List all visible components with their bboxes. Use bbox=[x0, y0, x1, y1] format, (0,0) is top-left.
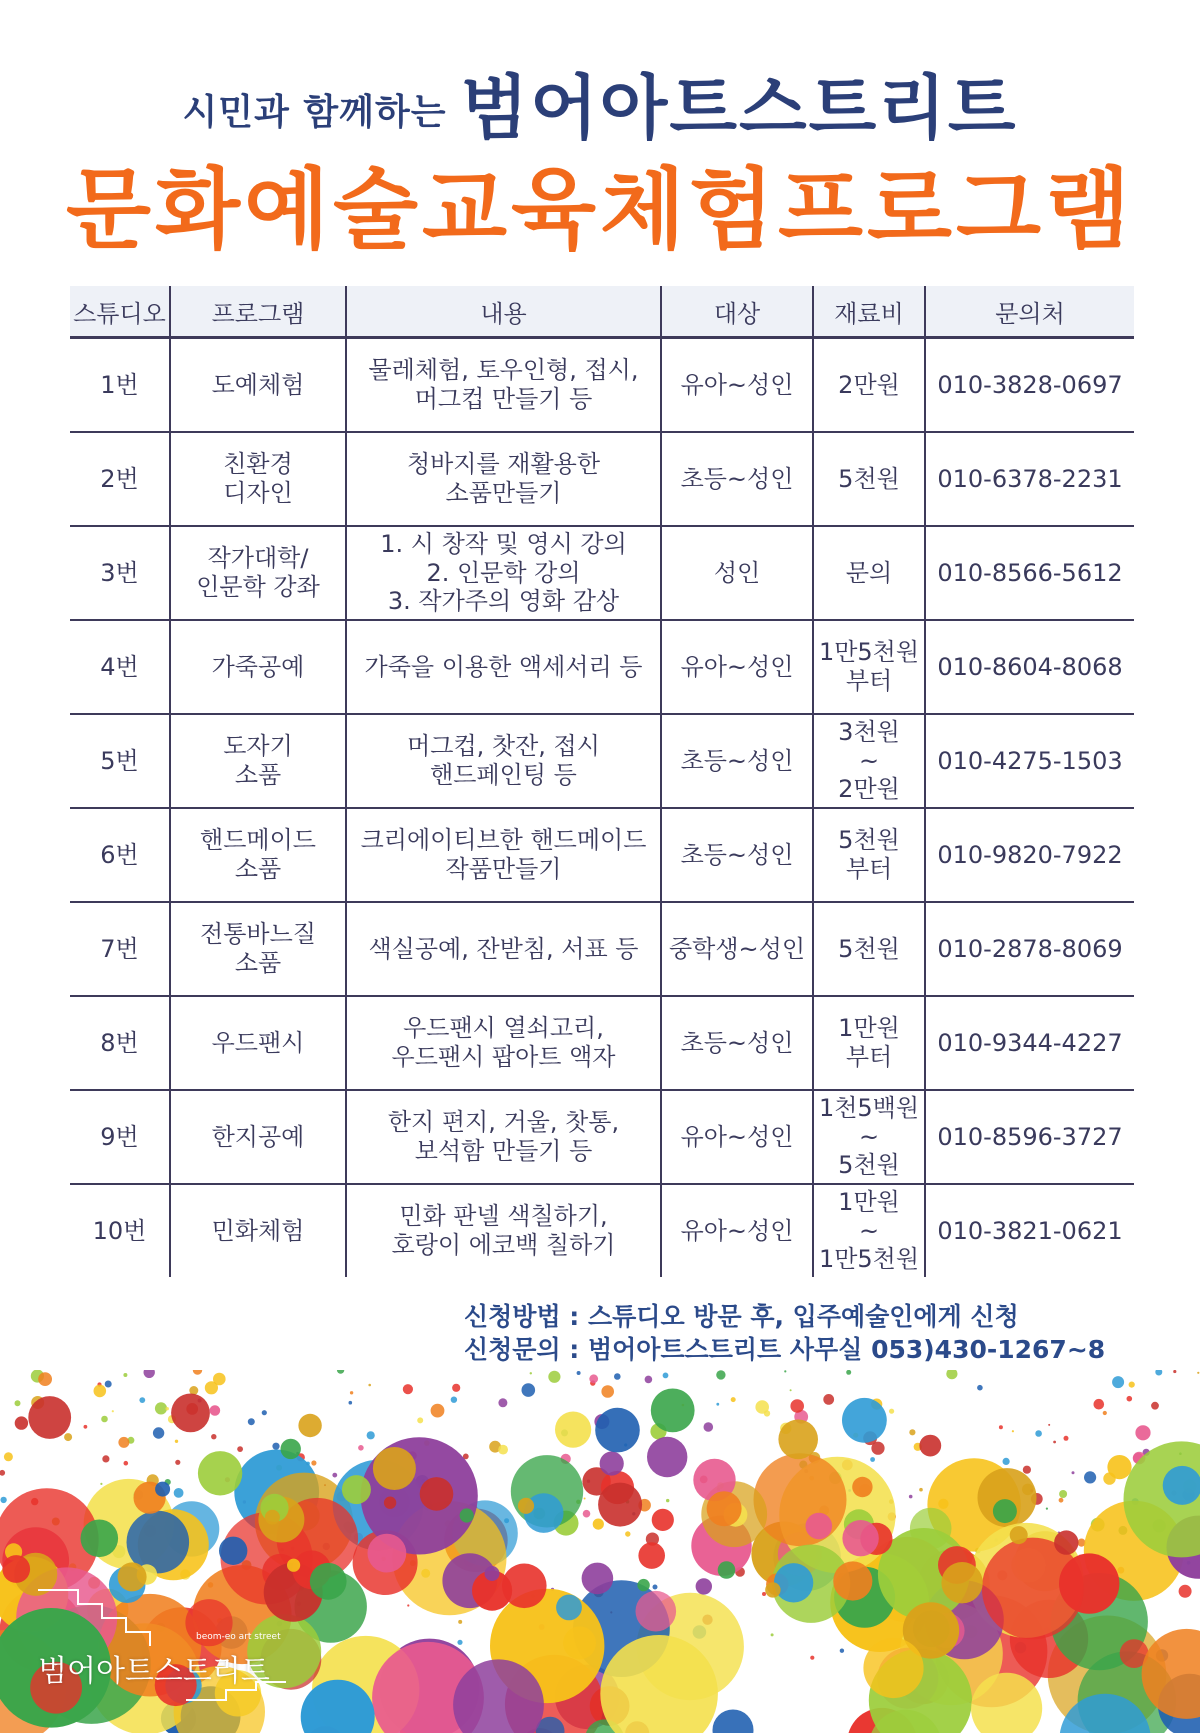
cell-target: 초등~성인 bbox=[661, 432, 813, 526]
cell-program: 우드팬시 bbox=[170, 996, 346, 1090]
cell-studio: 9번 bbox=[70, 1090, 170, 1184]
cell-fee: 5천원 bbox=[813, 432, 925, 526]
cell-content: 1. 시 창작 및 영시 강의 2. 인문학 강의 3. 작가주의 영화 감상 bbox=[346, 526, 661, 620]
table-row bbox=[70, 1090, 1134, 1184]
cell-fee: 5천원 bbox=[813, 902, 925, 996]
cell-studio: 4번 bbox=[70, 620, 170, 714]
cell-contact: 010-9344-4227 bbox=[925, 996, 1134, 1090]
table-row bbox=[70, 526, 1134, 620]
cell-program: 전통바느질 소품 bbox=[170, 902, 346, 996]
cell-content: 가죽을 이용한 액세서리 등 bbox=[346, 620, 661, 714]
cell-studio: 1번 bbox=[70, 338, 170, 433]
cell-fee: 문의 bbox=[813, 526, 925, 620]
cell-fee: 3천원 ~ 2만원 bbox=[813, 714, 925, 808]
cell-program: 도자기 소품 bbox=[170, 714, 346, 808]
cell-program: 핸드메이드 소품 bbox=[170, 808, 346, 902]
cell-fee: 2만원 bbox=[813, 338, 925, 433]
cell-contact: 010-4275-1503 bbox=[925, 714, 1134, 808]
table-row bbox=[70, 808, 1134, 902]
cell-contact: 010-3828-0697 bbox=[925, 338, 1134, 433]
cell-contact: 010-9820-7922 bbox=[925, 808, 1134, 902]
cell-fee: 1만원 부터 bbox=[813, 996, 925, 1090]
header-target: 대상 bbox=[661, 286, 813, 338]
logo-name: 범어아트스트리트 bbox=[38, 1654, 270, 1689]
cell-contact: 010-6378-2231 bbox=[925, 432, 1134, 526]
cell-content: 색실공예, 잔받침, 서표 등 bbox=[346, 902, 661, 996]
cell-target: 유아~성인 bbox=[661, 1184, 813, 1277]
cell-program: 작가대학/ 인문학 강좌 bbox=[170, 526, 346, 620]
cell-studio: 6번 bbox=[70, 808, 170, 902]
cell-contact: 010-8596-3727 bbox=[925, 1090, 1134, 1184]
table-body bbox=[70, 338, 1134, 1278]
brand-logo bbox=[36, 1588, 286, 1708]
table-row bbox=[70, 902, 1134, 996]
cell-program: 가죽공예 bbox=[170, 620, 346, 714]
cell-target: 초등~성인 bbox=[661, 996, 813, 1090]
header-contact: 문의처 bbox=[925, 286, 1134, 338]
cell-target: 중학생~성인 bbox=[661, 902, 813, 996]
cell-program: 도예체험 bbox=[170, 338, 346, 433]
cell-target: 성인 bbox=[661, 526, 813, 620]
cell-contact: 010-2878-8069 bbox=[925, 902, 1134, 996]
table-row bbox=[70, 620, 1134, 714]
cell-fee: 1만5천원 부터 bbox=[813, 620, 925, 714]
cell-studio: 8번 bbox=[70, 996, 170, 1090]
application-info bbox=[464, 1300, 1105, 1366]
table-row bbox=[70, 1184, 1134, 1277]
cell-content: 한지 편지, 거울, 찻통, 보석함 만들기 등 bbox=[346, 1090, 661, 1184]
cell-studio: 3번 bbox=[70, 526, 170, 620]
logo-stairs-underline-icon bbox=[186, 1680, 286, 1710]
cell-content: 크리에이티브한 핸드메이드 작품만들기 bbox=[346, 808, 661, 902]
cell-target: 초등~성인 bbox=[661, 714, 813, 808]
header-fee: 재료비 bbox=[813, 286, 925, 338]
header-program: 프로그램 bbox=[170, 286, 346, 338]
table-row bbox=[70, 338, 1134, 433]
header-content: 내용 bbox=[346, 286, 661, 338]
cell-target: 유아~성인 bbox=[661, 620, 813, 714]
cell-program: 민화체험 bbox=[170, 1184, 346, 1277]
cell-studio: 5번 bbox=[70, 714, 170, 808]
cell-contact: 010-8604-8068 bbox=[925, 620, 1134, 714]
cell-contact: 010-3821-0621 bbox=[925, 1184, 1134, 1277]
program-table bbox=[70, 286, 1134, 1277]
header-line bbox=[0, 52, 1200, 153]
header-studio: 스튜디오 bbox=[70, 286, 170, 338]
cell-studio: 7번 bbox=[70, 902, 170, 996]
table-row bbox=[70, 714, 1134, 808]
header-subtitle: 시민과 함께하는 bbox=[182, 92, 447, 133]
page-title: 문화예술교육체험프로그램 bbox=[65, 158, 1135, 261]
cell-target: 초등~성인 bbox=[661, 808, 813, 902]
header-brand: 범어아트스트리트 bbox=[460, 67, 1018, 149]
application-method: 신청방법 : 스튜디오 방문 후, 입주예술인에게 신청 bbox=[464, 1302, 1019, 1331]
cell-fee: 5천원 부터 bbox=[813, 808, 925, 902]
table-header-row bbox=[70, 286, 1134, 338]
cell-studio: 10번 bbox=[92, 1216, 147, 1245]
cell-content: 민화 판넬 색칠하기, 호랑이 에코백 칠하기 bbox=[346, 1184, 661, 1277]
cell-content: 청바지를 재활용한 소품만들기 bbox=[346, 432, 661, 526]
table-row bbox=[70, 996, 1134, 1090]
cell-content: 우드팬시 열쇠고리, 우드팬시 팝아트 액자 bbox=[346, 996, 661, 1090]
cell-target: 유아~성인 bbox=[661, 338, 813, 433]
cell-content: 물레체험, 토우인형, 접시, 머그컵 만들기 등 bbox=[346, 338, 661, 433]
cell-target: 유아~성인 bbox=[661, 1090, 813, 1184]
cell-fee: 1천5백원 ~ 5천원 bbox=[813, 1090, 925, 1184]
table-row bbox=[70, 432, 1134, 526]
logo-english-text: beom-eo art street bbox=[196, 1632, 281, 1642]
application-inquiry: 신청문의 : 범어아트스트리트 사무실 053)430-1267~8 bbox=[464, 1335, 1106, 1364]
cell-studio: 2번 bbox=[70, 432, 170, 526]
cell-program: 한지공예 bbox=[170, 1090, 346, 1184]
cell-program: 친환경 디자인 bbox=[170, 432, 346, 526]
cell-content: 머그컵, 찻잔, 접시 핸드페인팅 등 bbox=[346, 714, 661, 808]
cell-contact: 010-8566-5612 bbox=[925, 526, 1134, 620]
cell-fee: 1만원 ~ 1만5천원 bbox=[813, 1184, 925, 1277]
